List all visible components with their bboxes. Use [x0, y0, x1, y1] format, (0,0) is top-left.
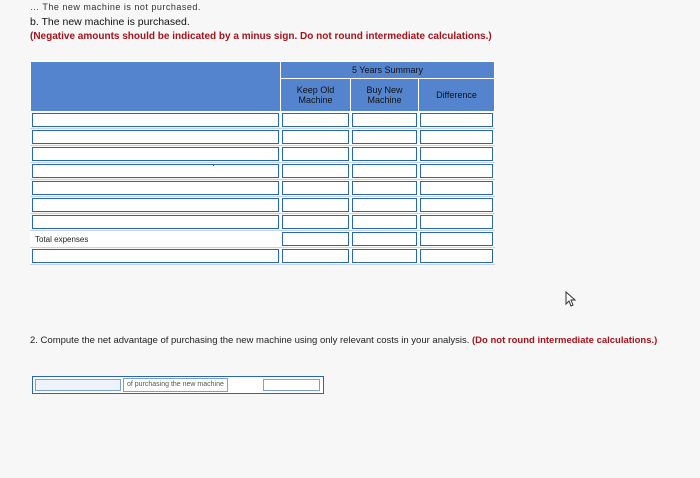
buy-new-input[interactable] — [351, 129, 419, 146]
col-keep-old — [281, 79, 351, 112]
col-difference — [419, 79, 495, 112]
col-difference-label: Difference — [436, 90, 477, 100]
total-keep-old-input[interactable] — [281, 231, 351, 248]
difference-input[interactable] — [419, 180, 495, 197]
row-label-input[interactable] — [31, 214, 281, 231]
question-2-text: 2. Compute the net advantage of purchasing the new machine using only relevant costs in your analysis. — [30, 335, 470, 346]
difference-input[interactable] — [419, 248, 495, 265]
row-label-input[interactable] — [31, 129, 281, 146]
buy-new-input[interactable] — [351, 146, 419, 163]
advantage-amount-input[interactable] — [263, 379, 320, 391]
buy-new-input[interactable] — [351, 163, 419, 180]
difference-input[interactable] — [419, 112, 495, 129]
row-label-input[interactable] — [31, 112, 281, 129]
col-buy-new-label: Buy New Machine — [366, 85, 403, 105]
buy-new-input[interactable] — [351, 180, 419, 197]
keep-old-input[interactable] — [281, 248, 351, 265]
summary-table — [30, 61, 495, 265]
keep-old-input[interactable] — [281, 214, 351, 231]
stray-mark — [213, 164, 214, 166]
answer-row — [32, 376, 324, 394]
difference-input[interactable] — [419, 146, 495, 163]
keep-old-input[interactable] — [281, 129, 351, 146]
total-expenses-label: Total expenses — [31, 231, 281, 248]
buy-new-input[interactable] — [351, 112, 419, 129]
row-label-input[interactable] — [31, 146, 281, 163]
difference-input[interactable] — [419, 197, 495, 214]
keep-old-input[interactable] — [281, 112, 351, 129]
row-label-input[interactable] — [31, 197, 281, 214]
table-row — [31, 197, 495, 214]
total-difference-input[interactable] — [419, 231, 495, 248]
group-header: 5 Years Summary — [281, 62, 495, 79]
difference-input[interactable] — [419, 214, 495, 231]
part-b-heading: b. The new machine is purchased. — [30, 16, 190, 28]
keep-old-input[interactable] — [281, 180, 351, 197]
question-2 — [30, 335, 680, 347]
row-label-input[interactable] — [31, 163, 281, 180]
advantage-select[interactable] — [35, 379, 121, 391]
part-a-cut-text: … The new machine is not purchased. — [30, 2, 201, 12]
table-row — [31, 146, 495, 163]
total-row — [31, 231, 495, 248]
buy-new-input[interactable] — [351, 248, 419, 265]
instruction-text: (Negative amounts should be indicated by a minus sign. Do not round intermediate calculations.) — [30, 31, 492, 42]
mouse-pointer-icon — [565, 291, 577, 307]
difference-input[interactable] — [419, 129, 495, 146]
keep-old-input[interactable] — [281, 197, 351, 214]
total-buy-new-input[interactable] — [351, 231, 419, 248]
buy-new-input[interactable] — [351, 197, 419, 214]
table-row — [31, 248, 495, 265]
table-row — [31, 180, 495, 197]
table-corner — [31, 62, 281, 112]
row-label-input[interactable] — [31, 180, 281, 197]
table-row — [31, 112, 495, 129]
question-2-instruction: (Do not round intermediate calculations.) — [472, 335, 658, 346]
keep-old-input[interactable] — [281, 146, 351, 163]
table-row — [31, 214, 495, 231]
difference-input[interactable] — [419, 163, 495, 180]
keep-old-input[interactable] — [281, 163, 351, 180]
answer-label: of purchasing the new machine — [123, 378, 228, 392]
col-keep-old-label: Keep Old Machine — [296, 85, 335, 105]
col-buy-new — [351, 79, 419, 112]
row-label-input[interactable] — [31, 248, 281, 265]
table-row — [31, 129, 495, 146]
buy-new-input[interactable] — [351, 214, 419, 231]
table-row — [31, 163, 495, 180]
